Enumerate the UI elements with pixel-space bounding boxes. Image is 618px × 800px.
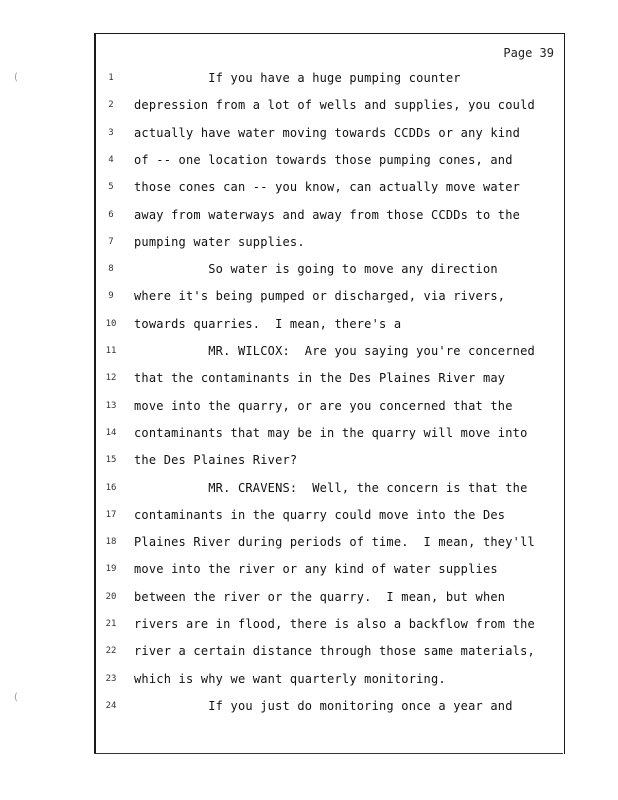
line-number: 5: [108, 182, 114, 193]
line-number: 20: [105, 591, 117, 602]
binder-mark-bottom: (: [14, 692, 18, 703]
line-number: 24: [105, 700, 117, 711]
bottom-rule: [94, 753, 563, 754]
line-number: 1: [108, 73, 114, 83]
line-number: 12: [105, 373, 117, 384]
line-number: 2: [108, 100, 114, 111]
line-text: towards quarries. I mean, there's a: [134, 316, 402, 331]
line-number: 18: [105, 537, 117, 548]
line-text: which is why we want quarterly monitoring.: [134, 671, 446, 686]
line-text: move into the river or any kind of water supplies: [134, 562, 498, 577]
line-number: 6: [108, 209, 114, 220]
line-text: river a certain distance through those same materials,: [134, 644, 535, 659]
line-text: that the contaminants in the Des Plaines River may: [134, 371, 506, 386]
line-text: MR. CRAVENS: Well, the concern is that the: [134, 480, 528, 495]
line-text: contaminants that may be in the quarry will move into: [134, 425, 528, 440]
binder-mark-top: (: [14, 72, 18, 83]
line-text: rivers are in flood, there is also a backflow from the: [134, 617, 535, 631]
line-number: 11: [105, 346, 117, 356]
line-number: 3: [108, 127, 114, 138]
line-text: actually have water moving towards CCDDs or any kind: [134, 125, 521, 140]
line-text: between the river or the quarry. I mean, but when: [134, 589, 506, 604]
line-number: 4: [108, 154, 114, 165]
line-number: 15: [105, 455, 117, 466]
line-text: away from waterways and away from those CCDDs to the: [134, 207, 521, 222]
line-text: where it's being pumped or discharged, via rivers,: [134, 289, 506, 304]
line-number: 10: [105, 318, 117, 329]
page-number: Page 39: [503, 46, 554, 60]
line-text: move into the quarry, or are you concerned that the: [134, 398, 513, 413]
line-number: 22: [105, 646, 117, 657]
line-text: pumping water supplies.: [134, 234, 305, 249]
line-text: of -- one location towards those pumping cones, and: [134, 152, 513, 167]
line-number: 19: [105, 564, 117, 575]
line-number: 9: [108, 291, 114, 302]
line-text: So water is going to move any direction: [134, 262, 498, 277]
line-number: 16: [105, 482, 117, 493]
line-number: 21: [105, 619, 117, 629]
line-text: If you just do monitoring once a year and: [134, 698, 513, 713]
line-text: If you have a huge pumping counter: [134, 71, 461, 85]
line-text: MR. WILCOX: Are you saying you're concerned: [134, 344, 535, 358]
line-text: those cones can -- you know, can actually move water: [134, 180, 521, 195]
line-number: 8: [108, 264, 114, 275]
line-number: 14: [105, 427, 117, 438]
line-number: 17: [105, 509, 117, 520]
line-text: Plaines River during periods of time. I mean, they'll: [134, 535, 535, 550]
line-text: depression from a lot of wells and supplies, you could: [134, 98, 535, 113]
line-number: 7: [108, 236, 114, 247]
line-number: 13: [105, 400, 117, 411]
line-text: contaminants in the quarry could move into the Des: [134, 507, 506, 522]
line-number: 23: [105, 673, 117, 684]
line-text: the Des Plaines River?: [134, 453, 298, 468]
